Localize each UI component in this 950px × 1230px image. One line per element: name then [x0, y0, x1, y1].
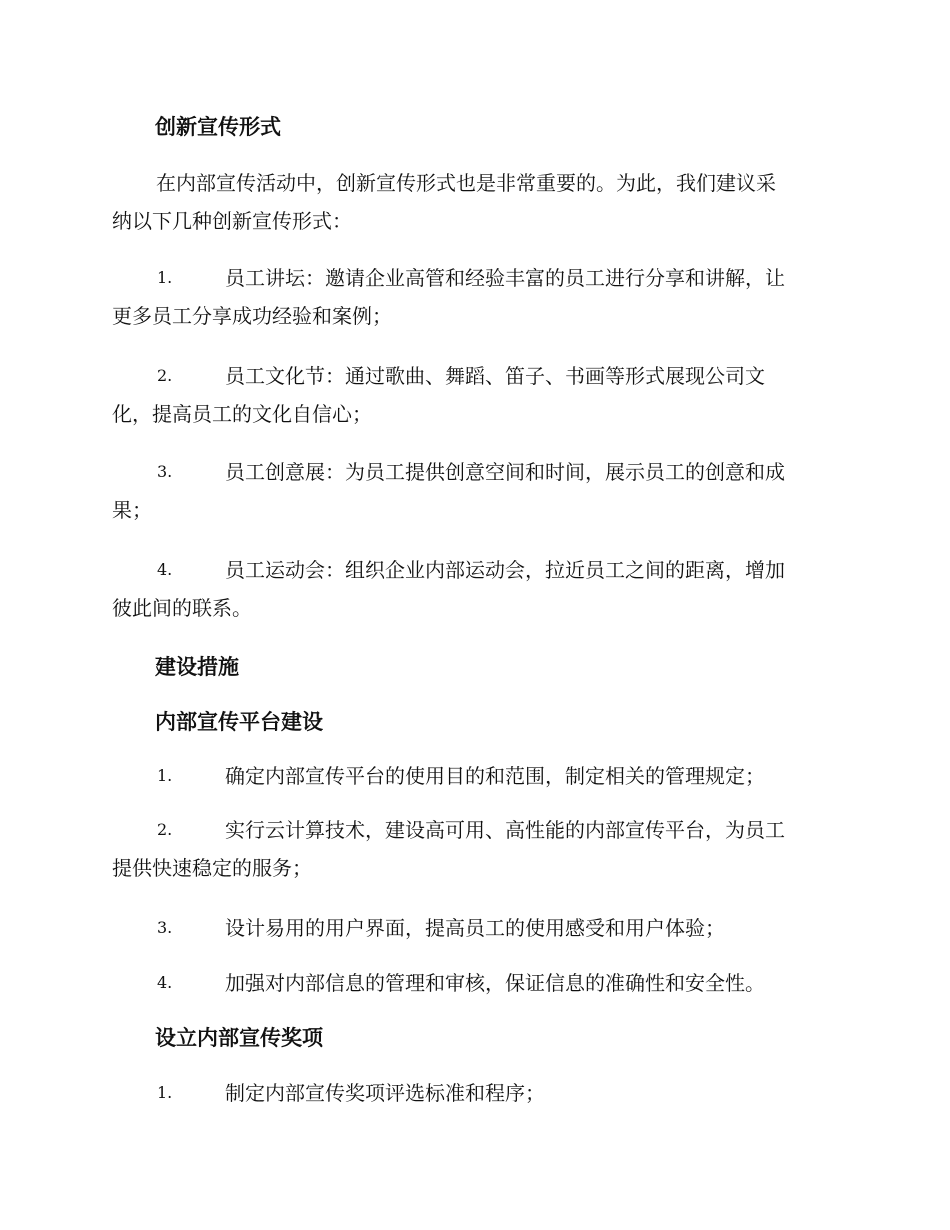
list-item-line-1: 实行云计算技术，建设高可用、高性能的内部宣传平台，为员工 — [225, 818, 785, 842]
list-item — [112, 357, 834, 433]
list-number: 3. — [157, 462, 173, 481]
section-heading-platform-building: 内部宣传平台建设 — [155, 709, 323, 734]
list-item — [112, 259, 834, 335]
list-item — [112, 757, 834, 795]
list-item-line-1: 员工创意展：为员工提供创意空间和时间，展示员工的创意和成 — [225, 460, 785, 484]
list-item-line-1: 员工文化节：通过歌曲、舞蹈、笛子、书画等形式展现公司文 — [225, 364, 765, 388]
list-item — [112, 909, 834, 947]
list-item-line-2: 果； — [112, 498, 152, 522]
list-item-line-1: 确定内部宣传平台的使用目的和范围，制定相关的管理规定； — [225, 764, 765, 788]
list-number: 2. — [157, 820, 173, 839]
list-item-line-2: 提供快速稳定的服务； — [112, 856, 312, 880]
list-number: 3. — [157, 918, 173, 937]
list-item — [112, 1074, 834, 1112]
list-item-line-1: 设计易用的用户界面，提高员工的使用感受和用户体验； — [225, 916, 725, 940]
list-number: 1. — [157, 766, 173, 785]
list-number: 4. — [157, 973, 173, 992]
list-number: 2. — [157, 366, 173, 385]
list-item — [112, 453, 834, 529]
section-heading-awards: 设立内部宣传奖项 — [155, 1025, 323, 1050]
list-item-line-2: 更多员工分享成功经验和案例； — [112, 304, 392, 328]
section-heading-innovative-forms: 创新宣传形式 — [155, 114, 281, 139]
intro-paragraph — [112, 164, 834, 240]
list-number: 1. — [157, 1083, 173, 1102]
list-item-line-1: 制定内部宣传奖项评选标准和程序； — [225, 1081, 545, 1105]
intro-line-1: 在内部宣传活动中，创新宣传形式也是非常重要的。为此，我们建议采 — [156, 171, 776, 195]
list-number: 4. — [157, 560, 173, 579]
list-item-line-2: 彼此间的联系。 — [112, 596, 252, 620]
list-number: 1. — [157, 268, 173, 287]
section-heading-construction-measures: 建设措施 — [155, 654, 239, 679]
list-item-line-2: 化，提高员工的文化自信心； — [112, 402, 372, 426]
list-item — [112, 551, 834, 627]
intro-line-2: 纳以下几种创新宣传形式： — [112, 209, 352, 233]
list-item-line-1: 员工讲坛：邀请企业高管和经验丰富的员工进行分享和讲解，让 — [225, 266, 785, 290]
list-item — [112, 811, 834, 887]
list-item-line-1: 员工运动会：组织企业内部运动会，拉近员工之间的距离，增加 — [225, 558, 785, 582]
list-item — [112, 964, 834, 1002]
list-item-line-1: 加强对内部信息的管理和审核，保证信息的准确性和安全性。 — [225, 971, 765, 995]
